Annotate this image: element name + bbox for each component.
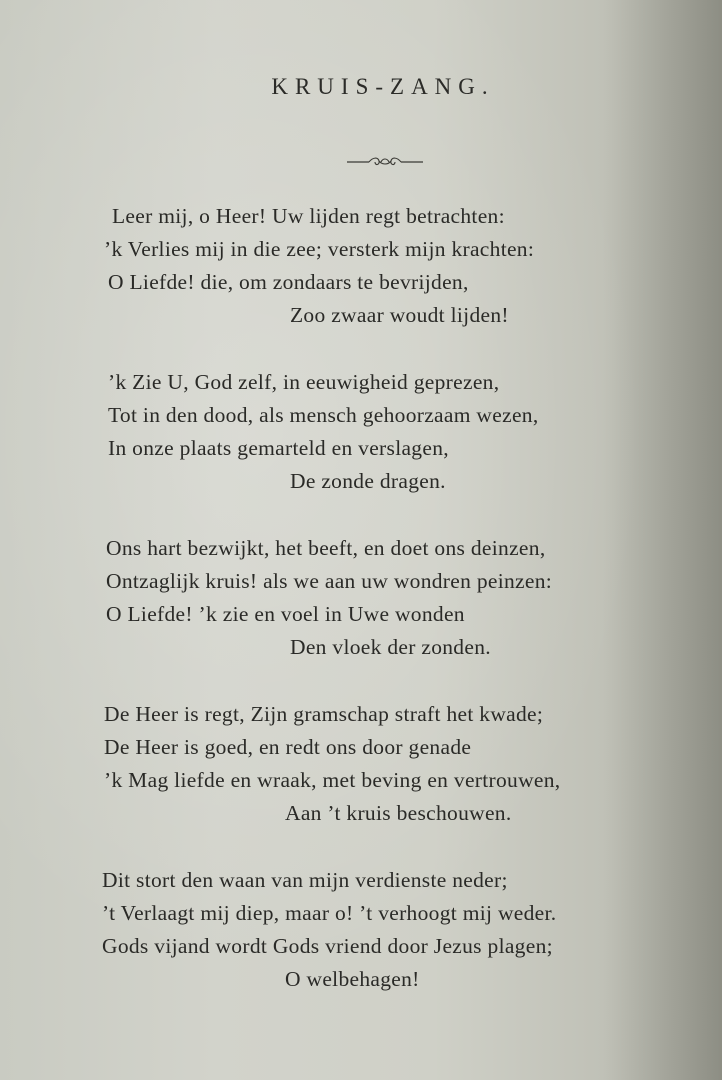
- verse-line: ’t Verlaagt mij diep, maar o! ’t verhoogt mij weder.: [102, 901, 557, 925]
- verse-line: ’k Zie U, God zelf, in eeuwigheid geprezen,: [108, 370, 500, 394]
- verse-line: Gods vijand wordt Gods vriend door Jezus plagen;: [102, 934, 553, 958]
- verse-line: De Heer is regt, Zijn gramschap straft het kwade;: [104, 702, 544, 726]
- verse-line-refrain: Den vloek der zonden.: [290, 635, 491, 659]
- verse-line: In onze plaats gemarteld en verslagen,: [108, 436, 449, 460]
- stanza: [0, 864, 722, 996]
- stanza: [0, 532, 722, 664]
- verse-line: ’k Mag liefde en wraak, met beving en vertrouwen,: [104, 768, 561, 792]
- verse-line: Ons hart bezwijkt, het beeft, en doet ons deinzen,: [106, 536, 546, 560]
- stanza: [0, 200, 722, 332]
- verse-line: Leer mij, o Heer! Uw lijden regt betrachten:: [112, 204, 505, 228]
- poem-title: KRUIS-ZANG.: [271, 74, 495, 99]
- verse-line: Ontzaglijk kruis! als we aan uw wondren peinzen:: [106, 569, 553, 593]
- verse-line: Tot in den dood, als mensch gehoorzaam wezen,: [108, 403, 539, 427]
- verse-line-refrain: Aan ’t kruis beschouwen.: [285, 801, 512, 825]
- scroll-ornament-icon: [345, 154, 425, 170]
- stanza: [0, 698, 722, 830]
- verse-line-refrain: De zonde dragen.: [290, 469, 446, 493]
- poem-body: [0, 200, 722, 1030]
- verse-line-refrain: O welbehagen!: [285, 967, 420, 991]
- verse-line: Dit stort den waan van mijn verdienste neder;: [102, 868, 508, 892]
- verse-line: De Heer is goed, en redt ons door genade: [104, 735, 472, 759]
- verse-line: O Liefde! die, om zondaars te bevrijden,: [108, 270, 469, 294]
- stanza: [0, 366, 722, 498]
- verse-line: ’k Verlies mij in die zee; versterk mijn krachten:: [104, 237, 535, 261]
- verse-line: O Liefde! ’k zie en voel in Uwe wonden: [106, 602, 465, 626]
- verse-line-refrain: Zoo zwaar woudt lijden!: [290, 303, 509, 327]
